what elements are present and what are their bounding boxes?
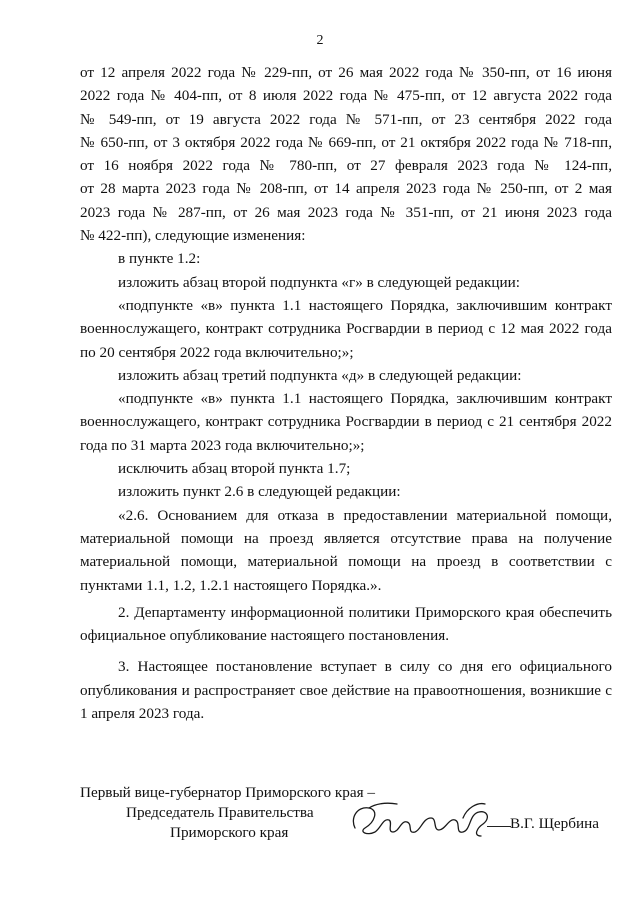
paragraph: 3. Настоящее постановление вступает в силу со дня его официального опубликования и распространяет свое действие на правоотношения, возникшие с 1 апреля 2023 года.	[80, 658, 612, 723]
paragraph-line: № 549-пп, от 19 августа 2022 года № 571-пп, от 23 сентября 2022 года	[80, 110, 612, 128]
paragraph-line: от 16 ноября 2022 года № 780-пп, от 27 февраля 2023 года № 124-пп,	[80, 157, 612, 175]
paragraph: исключить абзац второй пункта 1.7;	[118, 460, 351, 478]
page-number: 2	[316, 33, 324, 48]
paragraph: в пункте 1.2:	[118, 250, 201, 268]
signatory-name: В.Г. Щербина	[510, 815, 599, 832]
paragraph: изложить абзац третий подпункта «д» в следующей редакции:	[118, 366, 522, 384]
paragraph: «2.6. Основанием для отказа в предоставлении материальной помощи, материальной помощи на проезд является отсутствие права на получение материальной помощи, материальной помощи на проезд в соответствии с пунктами 1.1, 1.2, 1.2.1 настоящего Порядка.».	[80, 506, 612, 594]
paragraph-line: № 422-пп), следующие изменения:	[80, 227, 306, 245]
paragraph-line: 2023 года № 287-пп, от 26 мая 2023 года № 351-пп, от 21 июня 2023 года	[80, 203, 612, 221]
paragraph-line: от 12 апреля 2022 года № 229-пп, от 26 мая 2022 года № 350-пп, от 16 июня	[80, 64, 612, 81]
signature-dash	[487, 826, 511, 827]
signatory-title-line: Председатель Правительства	[126, 804, 314, 821]
paragraph: «подпункте «в» пункта 1.1 настоящего Порядка, заключившим контракт военнослужащего, контракт сотрудника Росгвардии в период с 12 мая 2022 года по 20 сентября 2022 года включительно;»;	[80, 296, 612, 361]
paragraph-line: от 28 марта 2023 года № 208-пп, от 14 апреля 2023 года № 250-пп, от 2 мая	[80, 180, 612, 198]
handwritten-signature	[345, 788, 515, 858]
signatory-block	[80, 783, 375, 843]
paragraph: «подпункте «в» пункта 1.1 настоящего Порядка, заключившим контракт военнослужащего, контракт сотрудника Росгвардии в период с 21 сентября 2022 года по 31 марта 2023 года включительно;»;	[80, 390, 612, 454]
paragraph: изложить абзац второй подпункта «г» в следующей редакции:	[118, 273, 521, 291]
paragraph-line: № 650-пп, от 3 октября 2022 года № 669-пп, от 21 октября 2022 года № 718-пп,	[80, 133, 612, 151]
document-body	[80, 61, 612, 725]
paragraph-line: 2022 года № 404-пп, от 8 июля 2022 года № 475-пп, от 12 августа 2022 года	[80, 87, 612, 105]
signatory-title-line: Приморского края	[170, 824, 289, 841]
paragraph: 2. Департаменту информационной политики Приморского края обеспечить официальное опубликование настоящего постановления.	[80, 603, 612, 645]
signatory-title-line: Первый вице-губернатор Приморского края –	[80, 784, 375, 801]
paragraph: изложить пункт 2.6 в следующей редакции:	[118, 483, 401, 501]
